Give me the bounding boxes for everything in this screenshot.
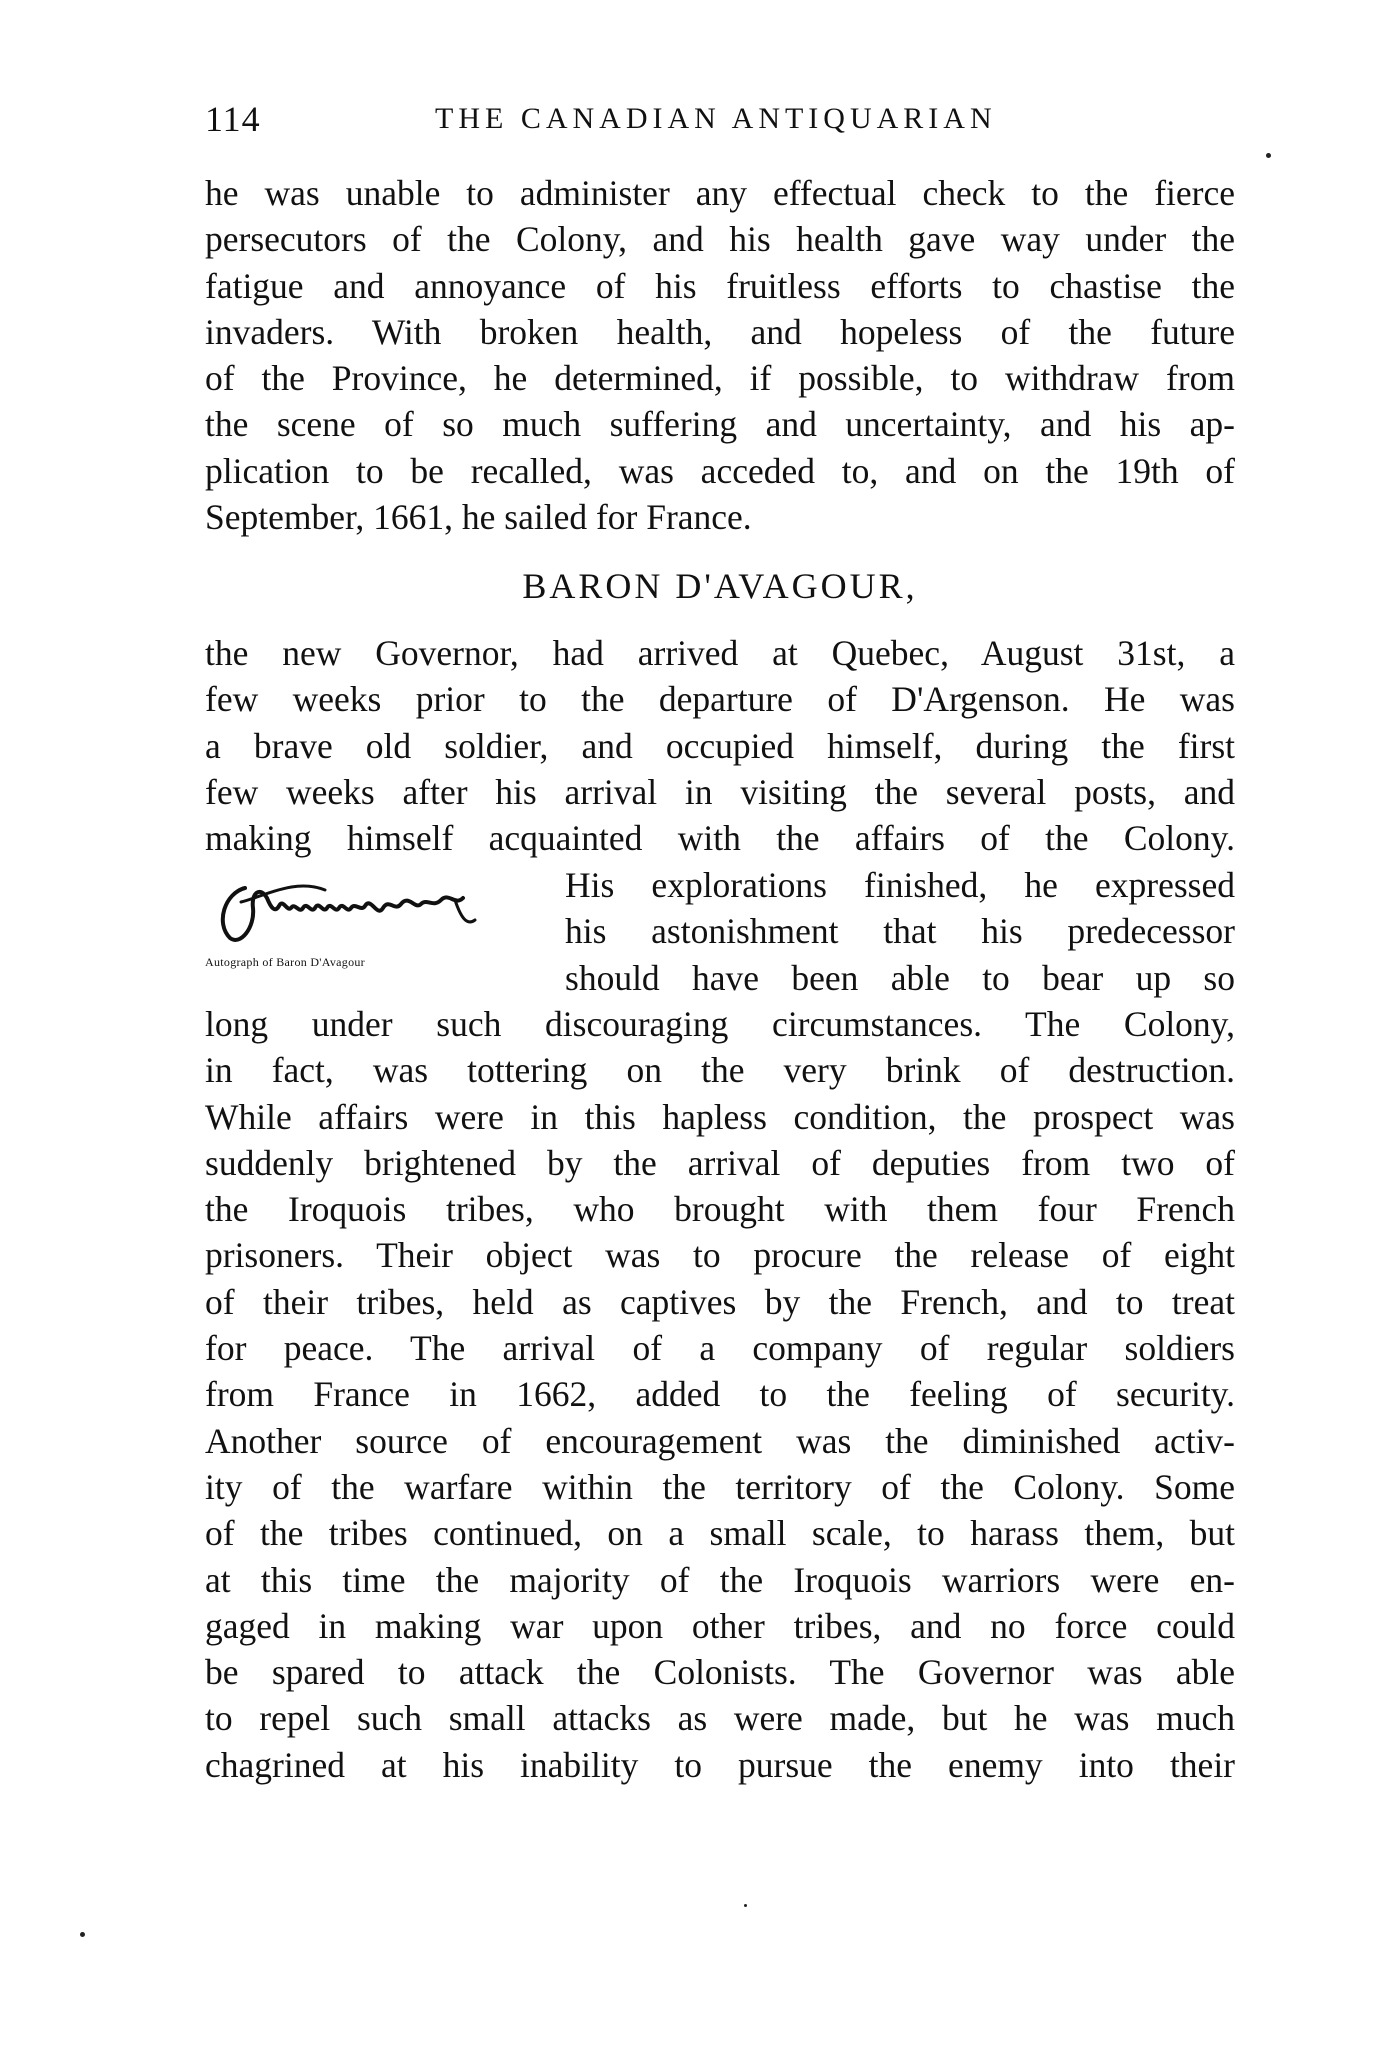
text-line: at this time the majority of the Iroquois warriors were en- [205, 1559, 1235, 1600]
text-line: suddenly brightened by the arrival of deputies from two of [205, 1142, 1235, 1183]
text-line: of their tribes, held as captives by the French, and to treat [205, 1281, 1235, 1322]
text-line: His explorations finished, he expressed [565, 865, 1235, 905]
text-line: of the tribes continued, on a small scale, to harass them, but [205, 1513, 1235, 1554]
text-line: few weeks after his arrival in visiting the several posts, and [205, 771, 1235, 812]
speck [744, 1904, 747, 1907]
text-line: should have been able to bear up so [565, 957, 1235, 998]
paragraph-1 [205, 170, 1235, 540]
text-line: ity of the warfare within the territory of the Colony. Some [205, 1466, 1235, 1507]
page-header [205, 98, 1235, 138]
text-line: the new Governor, had arrived at Quebec, August 31st, a [205, 633, 1235, 673]
paragraph-2-rest [205, 1001, 1235, 1788]
text-line: fatigue and annoyance of his fruitless efforts to chastise the [205, 265, 1235, 306]
text-line: the scene of so much suffering and uncertainty, and his ap- [205, 404, 1235, 445]
running-title: THE CANADIAN ANTIQUARIAN [435, 102, 997, 135]
text-line: chagrined at his inability to pursue the enemy into their [205, 1744, 1235, 1785]
text-line: September, 1661, he sailed for France. [205, 497, 752, 538]
text-line: few weeks prior to the departure of D'Argenson. He was [205, 679, 1235, 720]
section-heading: BARON D'AVAGOUR, [522, 566, 918, 606]
text-line: be spared to attack the Colonists. The Governor was able [205, 1652, 1235, 1693]
text-line: plication to be recalled, was acceded to, and on the 19th of [205, 450, 1235, 491]
text-line: his astonishment that his predecessor [565, 911, 1235, 952]
text-line: in fact, was tottering on the very brink of destruction. [205, 1050, 1235, 1091]
text-line: of the Province, he determined, if possible, to withdraw from [205, 358, 1235, 399]
text-line: to repel such small attacks as were made, but he was much [205, 1698, 1235, 1739]
text-line: long under such discouraging circumstances. The Colony, [205, 1004, 1235, 1044]
paragraph-2-wrapped [565, 862, 1235, 1001]
text-line: the Iroquois tribes, who brought with them four French [205, 1189, 1235, 1230]
speck [80, 1932, 85, 1937]
text-line: persecutors of the Colony, and his health gave way under the [205, 219, 1235, 260]
text-line: a brave old soldier, and occupied himself, during the first [205, 725, 1235, 766]
autograph-caption: Autograph of Baron D'Avagour [205, 955, 365, 969]
text-line: he was unable to administer any effectual check to the fierce [205, 173, 1235, 213]
text-line: Another source of encouragement was the diminished activ- [205, 1420, 1235, 1461]
text-line: from France in 1662, added to the feeling of security. [205, 1374, 1235, 1415]
text-line: making himself acquainted with the affairs of the Colony. [205, 818, 1235, 859]
text-line: While affairs were in this hapless condition, the prospect was [205, 1096, 1235, 1137]
text-line: for peace. The arrival of a company of regular soldiers [205, 1328, 1235, 1369]
text-line: gaged in making war upon other tribes, and no force could [205, 1605, 1235, 1646]
speck [1266, 153, 1271, 158]
text-line: invaders. With broken health, and hopeless of the future [205, 311, 1235, 352]
page-number: 114 [205, 99, 261, 139]
text-line: prisoners. Their object was to procure the release of eight [205, 1235, 1235, 1276]
paragraph-2-top [205, 630, 1235, 861]
